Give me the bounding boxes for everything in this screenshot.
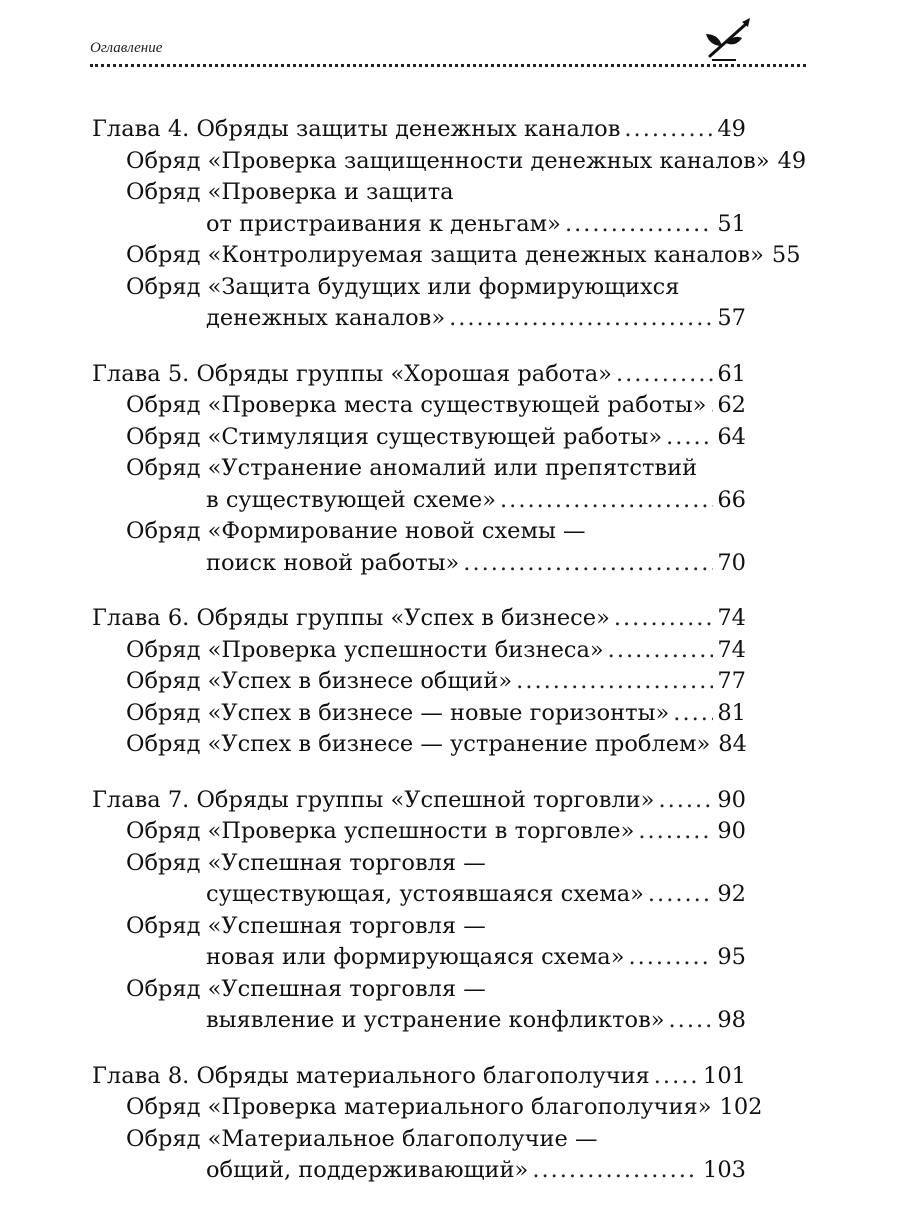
dot-leader <box>624 114 713 146</box>
page-number: 95 <box>717 944 746 970</box>
page-number: 61 <box>717 360 746 387</box>
entry-title: существующая, устоявшаяся схема» <box>206 881 644 907</box>
entry-title: выявление и устранение конфликтов» <box>206 1007 665 1033</box>
dot-leader <box>654 1061 699 1093</box>
chapter-heading-row[interactable] <box>92 785 746 817</box>
page-number: 70 <box>717 549 746 576</box>
entry-title: Обряд «Материальное благополучие — <box>126 1125 598 1152</box>
entry-row[interactable] <box>92 485 746 517</box>
entry-title: Обряд «Проверка защищенности денежных каналов» <box>126 147 770 174</box>
page-number: 74 <box>717 636 746 663</box>
page-number: 57 <box>717 305 746 331</box>
chapter-block <box>92 785 746 1037</box>
dot-leader <box>614 603 714 635</box>
entry-row[interactable] <box>92 390 746 422</box>
page-number: 64 <box>717 423 746 450</box>
page-number: 102 <box>719 1094 763 1120</box>
entry-row[interactable] <box>92 942 746 974</box>
page-number: 74 <box>717 605 746 631</box>
entry-title: Обряд «Проверка и защита <box>126 179 454 205</box>
entry-title: новая или формирующаяся схема» <box>206 944 625 970</box>
page-number: 84 <box>718 731 747 757</box>
entry-row[interactable] <box>92 303 746 335</box>
entry-title: Обряд «Успешная торговля — <box>126 912 486 939</box>
page-number: 98 <box>717 1007 746 1033</box>
entry-title: поиск новой работы» <box>206 549 460 576</box>
entry-title: Обряд «Успех в бизнесе — устранение проблем» <box>126 731 711 757</box>
entry-title: Обряд «Успех в бизнесе общий» <box>126 668 513 694</box>
table-of-contents <box>92 114 807 1211</box>
page-number: 101 <box>703 1062 746 1089</box>
chapter-title: Глава 5. Обряды группы «Хорошая работа» <box>92 360 612 387</box>
entry-title: Обряд «Проверка места существующей работы» <box>126 392 707 418</box>
entry-title: Обряд «Формирование новой схемы — <box>126 518 586 544</box>
entry-title: Обряд «Контролируемая защита денежных каналов» <box>126 242 764 268</box>
entry-row[interactable] <box>92 879 746 911</box>
entry-row[interactable] <box>92 848 746 880</box>
entry-row[interactable] <box>92 1155 746 1187</box>
dot-leader <box>673 698 713 730</box>
chapter-block <box>92 603 746 761</box>
chapter-heading-row[interactable] <box>92 1061 746 1093</box>
chapter-title: Глава 4. Обряды защиты денежных каналов <box>92 116 621 142</box>
chapter-title: Глава 6. Обряды группы «Успех в бизнесе» <box>92 605 610 631</box>
entry-title: общий, поддерживающий» <box>206 1157 529 1183</box>
dot-leader <box>648 879 713 911</box>
entry-title: Обряд «Проверка успешности бизнеса» <box>126 636 604 663</box>
entry-row[interactable] <box>92 422 746 454</box>
entry-row[interactable] <box>92 146 807 178</box>
dot-leader <box>658 785 713 817</box>
page-number: 51 <box>717 210 746 237</box>
entry-row[interactable] <box>92 816 746 848</box>
chapter-title: Глава 8. Обряды материального благополучия <box>92 1062 650 1089</box>
entry-title: от пристраивания к деньгам» <box>206 210 561 237</box>
entry-row[interactable] <box>92 1124 746 1156</box>
entry-title: Обряд «Проверка материального благополучия» <box>126 1094 712 1120</box>
entry-title: Обряд «Проверка успешности в торговле» <box>126 818 635 844</box>
entry-title: в существующей схеме» <box>206 486 497 513</box>
dotted-header-rule <box>90 64 806 67</box>
chapter-heading-row[interactable] <box>92 603 746 635</box>
entry-row[interactable] <box>92 729 746 761</box>
entry-title: Обряд «Успешная торговля — <box>126 975 486 1002</box>
entry-row[interactable] <box>92 209 746 241</box>
entry-row[interactable] <box>92 911 746 943</box>
entry-row[interactable] <box>92 453 746 485</box>
leaf-left <box>706 34 722 46</box>
page-number: 90 <box>717 818 746 844</box>
page-number: 49 <box>717 116 746 142</box>
dot-leader <box>500 485 713 517</box>
chapter-block <box>92 114 807 335</box>
entry-title: Обряд «Успех в бизнесе — новые горизонты» <box>126 699 670 726</box>
entry-row[interactable] <box>92 272 746 304</box>
page-number: 103 <box>703 1157 746 1183</box>
entry-row[interactable] <box>92 1092 763 1124</box>
chapter-title: Глава 7. Обряды группы «Успешной торговли» <box>92 786 655 813</box>
page-number: 81 <box>717 699 746 726</box>
entry-row[interactable] <box>92 974 746 1006</box>
page-number: 49 <box>777 147 807 174</box>
page-number: 92 <box>717 881 746 907</box>
chapter-heading-row[interactable] <box>92 359 746 391</box>
page-number: 62 <box>717 392 746 418</box>
entry-row[interactable] <box>92 177 746 209</box>
page-number: 55 <box>771 242 801 268</box>
entry-row[interactable] <box>92 240 801 272</box>
dot-leader <box>669 1005 714 1037</box>
dot-leader <box>608 635 714 667</box>
entry-title: Обряд «Устранение аномалий или препятствий <box>126 455 698 481</box>
entry-row[interactable] <box>92 635 746 667</box>
dot-leader <box>449 303 713 335</box>
dot-leader <box>532 1155 699 1187</box>
page-number: 77 <box>717 668 746 694</box>
dot-leader <box>463 548 713 580</box>
dot-leader <box>666 422 713 454</box>
dot-leader <box>710 390 713 422</box>
quill-with-leaves-icon <box>702 16 754 64</box>
entry-title: Обряд «Стимуляция существующей работы» <box>126 423 663 450</box>
running-title: Оглавление <box>90 40 163 56</box>
dot-leader <box>638 816 713 848</box>
entry-row[interactable] <box>92 516 746 548</box>
chapter-block <box>92 359 746 580</box>
entry-title: Обряд «Защита будущих или формирующихся <box>126 273 680 300</box>
entry-row[interactable] <box>92 698 746 730</box>
page-number: 90 <box>717 786 746 813</box>
page-number: 66 <box>717 486 746 513</box>
entry-title: денежных каналов» <box>206 305 446 331</box>
entry-row[interactable] <box>92 1005 746 1037</box>
entry-row[interactable] <box>92 666 746 698</box>
entry-title: Обряд «Успешная торговля — <box>126 849 486 876</box>
dot-leader <box>565 209 713 241</box>
dot-leader <box>616 359 713 391</box>
chapter-block <box>92 1061 763 1187</box>
dot-leader <box>516 666 713 698</box>
entry-row[interactable] <box>92 548 746 580</box>
chapter-heading-row[interactable] <box>92 114 746 146</box>
dot-leader <box>628 942 713 974</box>
